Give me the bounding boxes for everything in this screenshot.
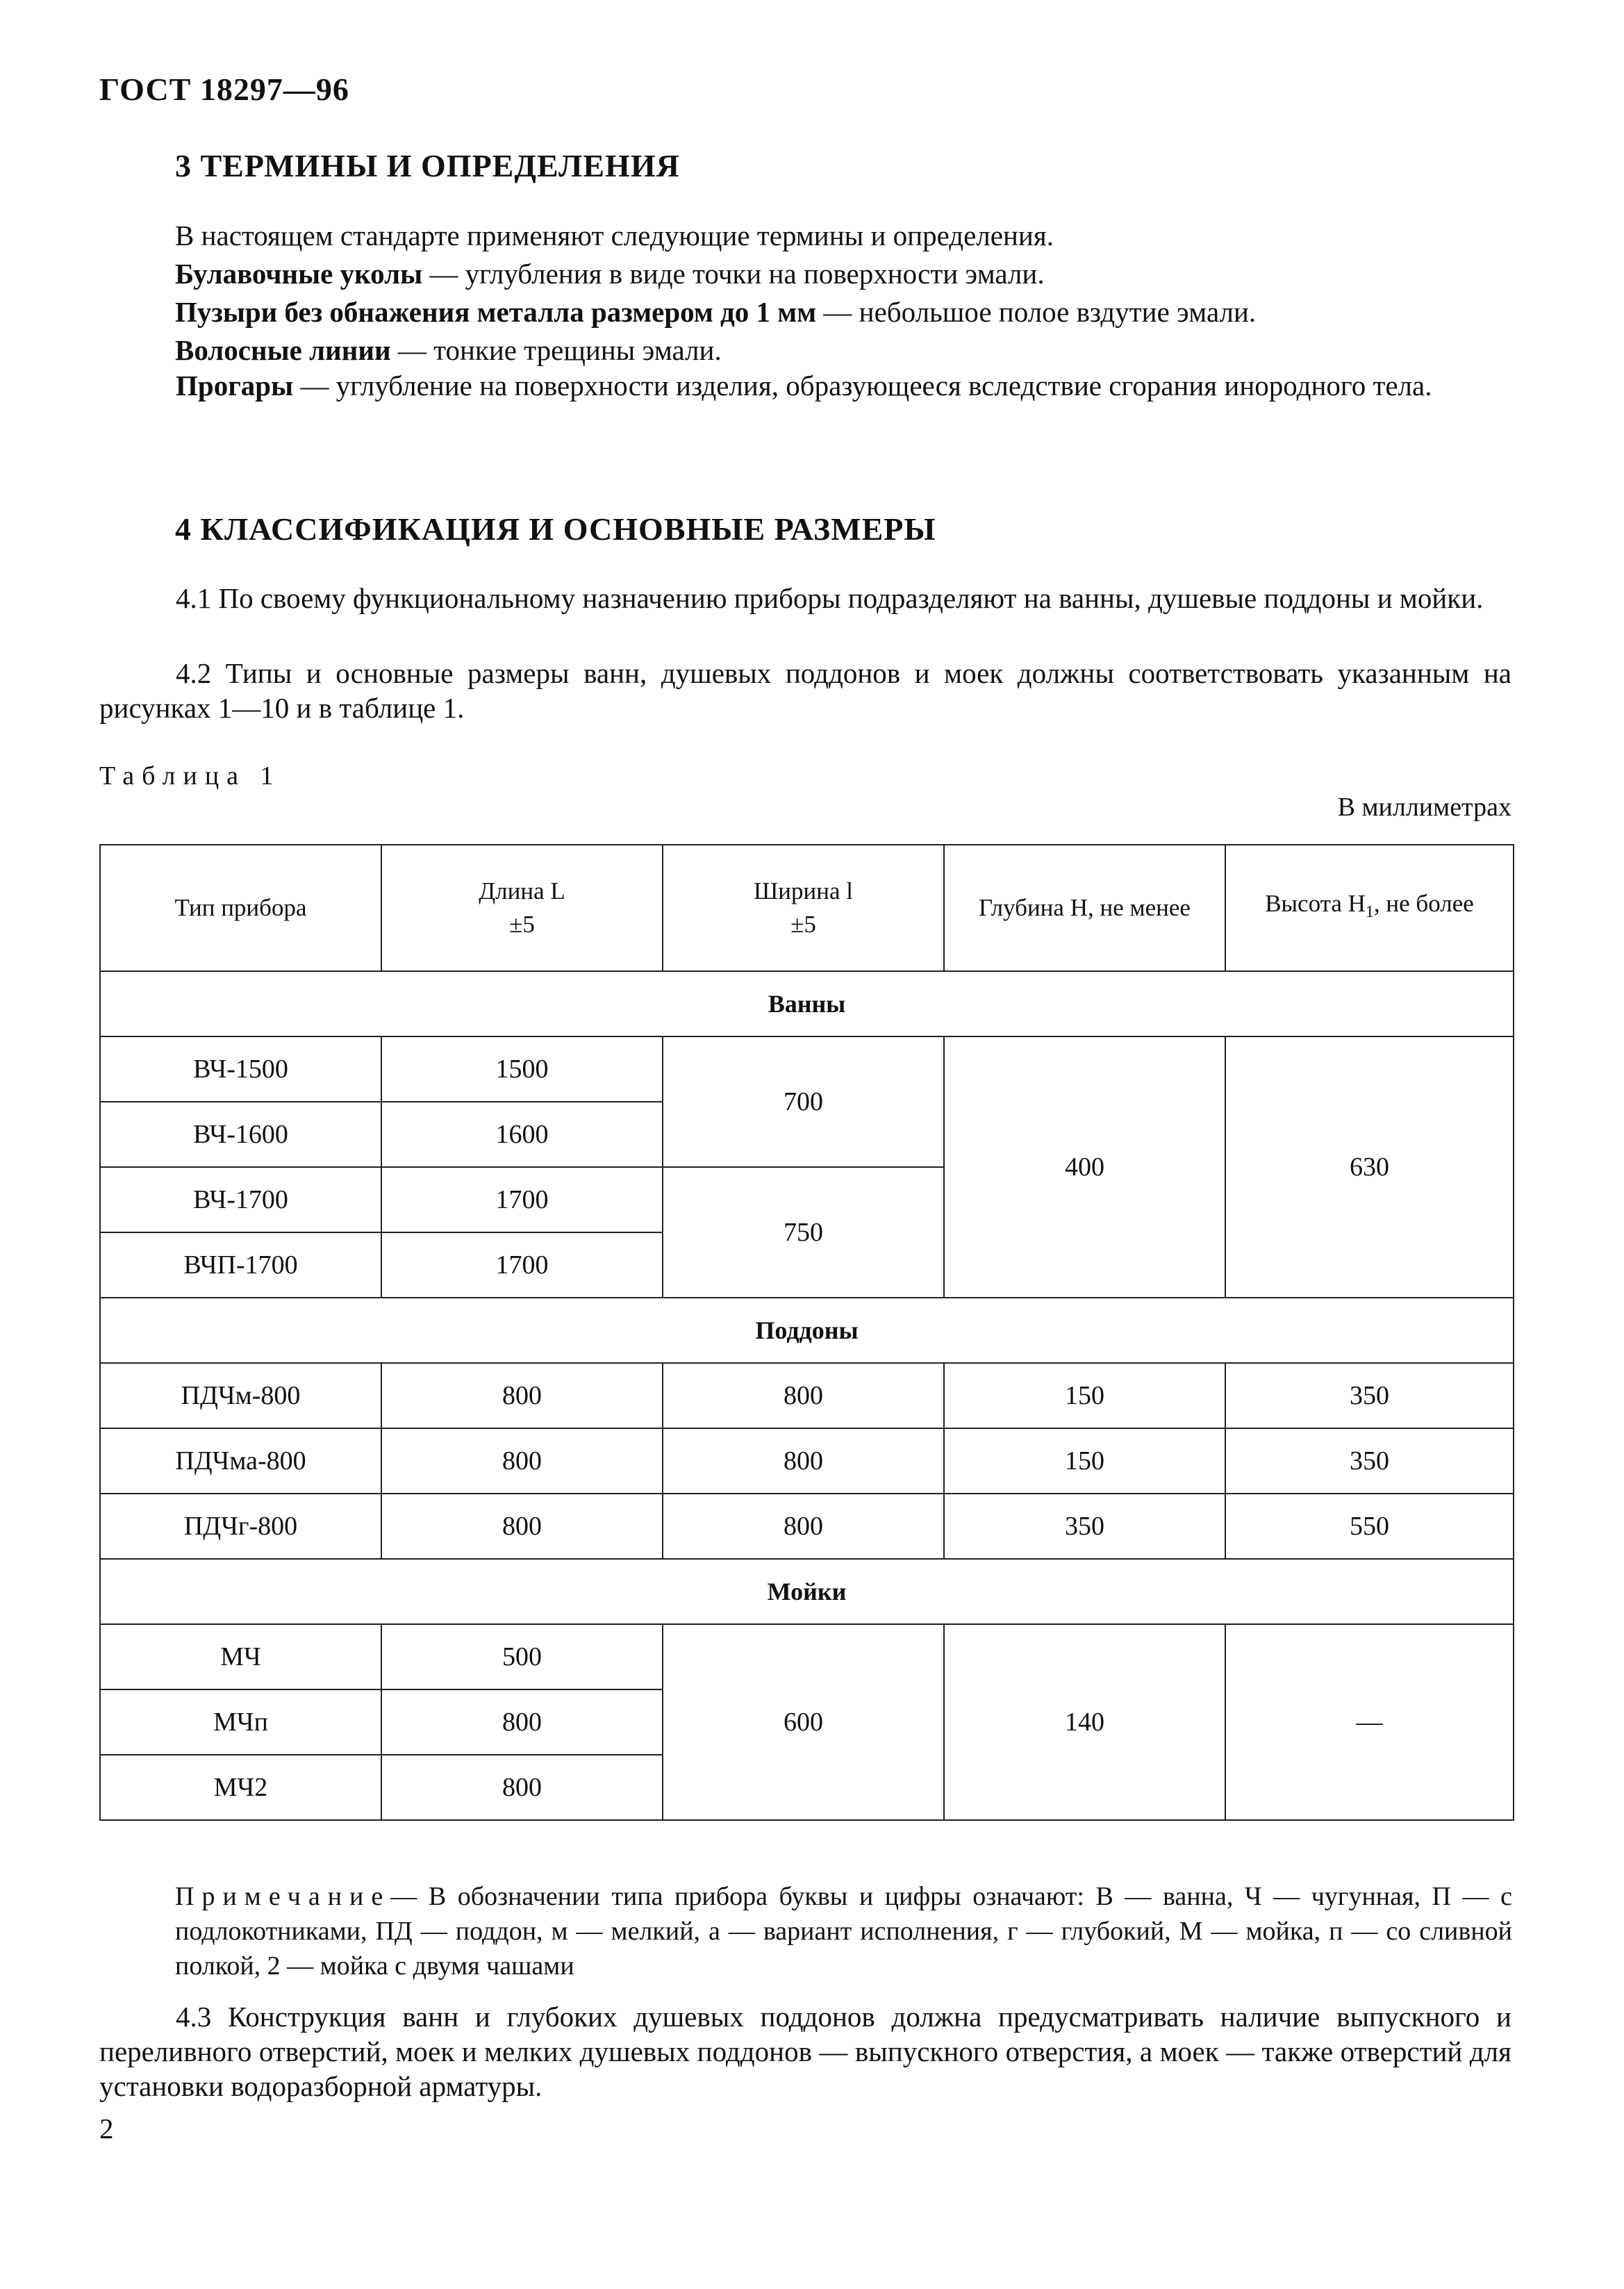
table-row bbox=[100, 1036, 1514, 1102]
document-code: ГОСТ 18297—96 bbox=[99, 72, 349, 107]
cell-length: 1500 bbox=[381, 1036, 663, 1102]
cell-length: 800 bbox=[381, 1428, 663, 1494]
cell-length: 1700 bbox=[381, 1167, 663, 1232]
note-label: Примечание bbox=[175, 1882, 391, 1911]
cell-type: ПДЧма-800 bbox=[100, 1428, 381, 1494]
group-row-baths bbox=[100, 971, 1514, 1036]
cell-depth: 150 bbox=[944, 1428, 1225, 1494]
term-name: Прогары bbox=[176, 370, 294, 402]
cell-width: 700 bbox=[663, 1036, 944, 1167]
cell-length: 800 bbox=[381, 1363, 663, 1428]
cell-depth: 350 bbox=[944, 1494, 1225, 1559]
header-height bbox=[1225, 845, 1514, 971]
table-row bbox=[100, 1624, 1514, 1689]
cell-length: 1700 bbox=[381, 1232, 663, 1298]
table-row bbox=[100, 1494, 1514, 1559]
cell-width: 600 bbox=[663, 1624, 944, 1820]
cell-width: 800 bbox=[663, 1494, 944, 1559]
cell-width: 800 bbox=[663, 1428, 944, 1494]
cell-length: 800 bbox=[381, 1689, 663, 1755]
header-length-label: Длина L bbox=[479, 877, 565, 904]
cell-width: 800 bbox=[663, 1363, 944, 1428]
cell-type: ПДЧм-800 bbox=[100, 1363, 381, 1428]
cell-height: 630 bbox=[1225, 1036, 1514, 1298]
term-definition bbox=[99, 368, 1511, 403]
cell-type: МЧ bbox=[100, 1624, 381, 1689]
term-name: Пузыри без обнажения металла размером до 1 мм bbox=[175, 296, 817, 328]
table-label: Таблица 1 bbox=[99, 761, 281, 791]
cell-length: 800 bbox=[381, 1755, 663, 1820]
table-note bbox=[175, 1879, 1512, 1983]
header-height-label: Высота H bbox=[1265, 890, 1366, 917]
header-length-tolerance: ±5 bbox=[509, 911, 535, 938]
header-length bbox=[381, 845, 663, 971]
page-number: 2 bbox=[99, 2113, 114, 2145]
term-text: — углубление на поверхности изделия, образующееся вследствие сгорания инородного тела. bbox=[293, 370, 1432, 402]
cell-depth: 400 bbox=[944, 1036, 1225, 1298]
group-title-sinks: Мойки bbox=[100, 1559, 1514, 1624]
paragraph-4-1: 4.1 По своему функциональному назначению приборы подразделяют на ванны, душевые поддоны и мойки. bbox=[176, 582, 1484, 614]
cell-type: ВЧ-1700 bbox=[100, 1167, 381, 1232]
header-width-tolerance: ±5 bbox=[790, 911, 816, 938]
cell-height: 550 bbox=[1225, 1494, 1514, 1559]
section-3-intro: В настоящем стандарте применяют следующие термины и определения. bbox=[175, 220, 1054, 251]
cell-height: — bbox=[1225, 1624, 1514, 1820]
term-name: Волосные линии bbox=[175, 334, 391, 366]
term-definition bbox=[175, 257, 1045, 290]
group-row-trays bbox=[100, 1298, 1514, 1363]
dimensions-table bbox=[99, 844, 1514, 1821]
cell-type: ПДЧг-800 bbox=[100, 1494, 381, 1559]
cell-width: 750 bbox=[663, 1167, 944, 1298]
note-text: — В обозначении типа прибора буквы и цифры означают: В — ванна, Ч — чугунная, П — с подлокотниками, ПД — поддон, м — мелкий, а — вариант исполнения, г — глубокий, М — мойка, п — со сливной полкой, 2 — мойка с двумя чашами bbox=[175, 1882, 1512, 1981]
header-width bbox=[663, 845, 944, 971]
cell-type: ВЧ-1600 bbox=[100, 1102, 381, 1167]
header-width-label: Ширина l bbox=[753, 877, 853, 904]
cell-type: МЧ2 bbox=[100, 1755, 381, 1820]
section-3-title: 3 ТЕРМИНЫ И ОПРЕДЕЛЕНИЯ bbox=[175, 148, 680, 183]
cell-length: 500 bbox=[381, 1624, 663, 1689]
table-header-row bbox=[100, 845, 1514, 971]
cell-length: 1600 bbox=[381, 1102, 663, 1167]
term-definition bbox=[175, 295, 1256, 329]
paragraph-4-2: 4.2 Типы и основные размеры ванн, душевых поддонов и моек должны соответствовать указанным на рисунках 1—10 и в таблице 1. bbox=[99, 657, 1511, 724]
cell-length: 800 bbox=[381, 1494, 663, 1559]
group-title-baths: Ванны bbox=[100, 971, 1514, 1036]
cell-type: ВЧП-1700 bbox=[100, 1232, 381, 1298]
section-4-title: 4 КЛАССИФИКАЦИЯ И ОСНОВНЫЕ РАЗМЕРЫ bbox=[175, 511, 936, 547]
term-text: — углубления в виде точки на поверхности эмали. bbox=[422, 258, 1045, 290]
term-definition bbox=[175, 333, 722, 367]
table-row bbox=[100, 1428, 1514, 1494]
term-name: Булавочные уколы bbox=[175, 258, 423, 290]
paragraph-4-3: 4.3 Конструкция ванн и глубоких душевых поддонов должна предусматривать наличие выпускного и переливного отверстий, моек и мелких душевых поддонов — выпускного отверстия, а моек — также отверстий для установки водоразборной арматуры. bbox=[99, 2001, 1511, 2102]
cell-type: ВЧ-1500 bbox=[100, 1036, 381, 1102]
group-row-sinks bbox=[100, 1559, 1514, 1624]
cell-height: 350 bbox=[1225, 1428, 1514, 1494]
table-row bbox=[100, 1363, 1514, 1428]
term-text: — небольшое полое вздутие эмали. bbox=[816, 296, 1257, 328]
header-depth: Глубина H, не менее bbox=[944, 845, 1225, 971]
term-text: — тонкие трещины эмали. bbox=[390, 334, 722, 366]
cell-height: 350 bbox=[1225, 1363, 1514, 1428]
cell-type: МЧп bbox=[100, 1689, 381, 1755]
cell-depth: 140 bbox=[944, 1624, 1225, 1820]
header-height-subscript: 1 bbox=[1365, 903, 1374, 921]
table-units: В миллиметрах bbox=[1337, 793, 1511, 822]
group-title-trays: Поддоны bbox=[100, 1298, 1514, 1363]
header-height-suffix: , не более bbox=[1373, 890, 1474, 917]
cell-depth: 150 bbox=[944, 1363, 1225, 1428]
header-type: Тип прибора bbox=[100, 845, 381, 971]
